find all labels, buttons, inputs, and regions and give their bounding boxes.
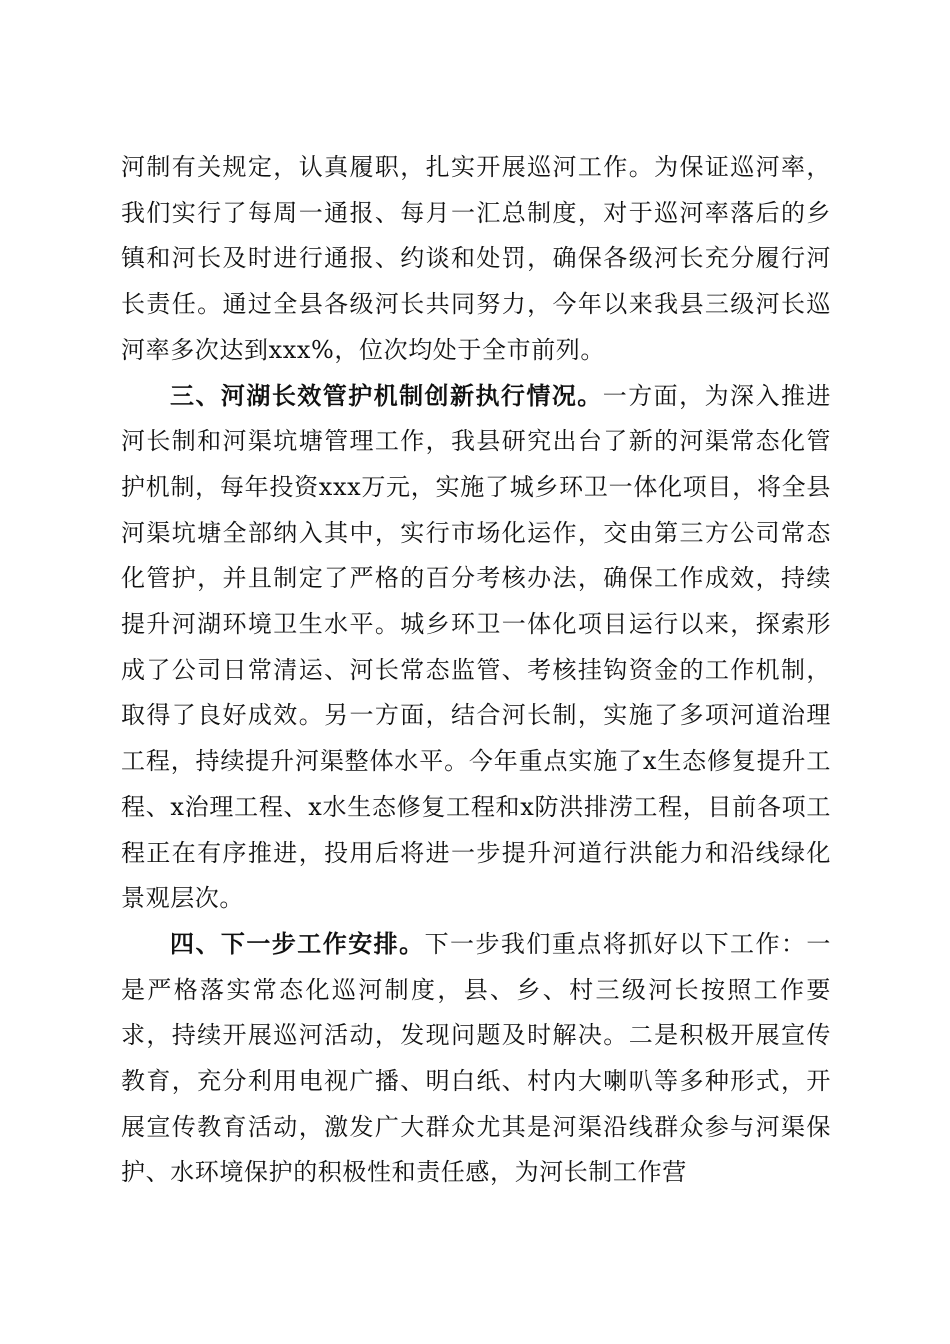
paragraph-continuation: [121, 145, 831, 374]
document-body: [121, 145, 831, 1196]
paragraph-section-three: [121, 374, 831, 922]
section-three-text: 一方面，为深入推进河长制和河渠坑塘管理工作，我县研究出台了新的河渠常态化管护机制，每年投资xxx万元，实施了城乡环卫一体化项目，将全县河渠坑塘全部纳入其中，实行市场化运作，交由第三方公司常态化管护，并且制定了严格的百分考核办法，确保工作成效，持续提升河湖环境卫生水平。城乡环卫一体化项目运行以来，探索形成了公司日常清运、河长常态监管、考核挂钩资金的工作机制，取得了良好成效。另一方面，结合河长制，实施了多项河道治理工程，持续提升河渠整体水平。今年重点实施了x生态修复提升工程、x治理工程、x水生态修复工程和x防洪排涝工程，目前各项工程正在有序推进，投用后将进一步提升河道行洪能力和沿线绿化景观层次。: [121, 381, 831, 913]
paragraph-1-text: 河制有关规定，认真履职，扎实开展巡河工作。为保证巡河率，我们实行了每周一通报、每月一汇总制度，对于巡河率落后的乡镇和河长及时进行通报、约谈和处罚，确保各级河长充分履行河长责任。通过全县各级河长共同努力，今年以来我县三级河长巡河率多次达到xxx%，位次均处于全市前列。: [121, 153, 831, 364]
paragraph-section-four: [121, 922, 831, 1196]
section-four-text: 下一步我们重点将抓好以下工作：一是严格落实常态化巡河制度，县、乡、村三级河长按照工作要求，持续开展巡河活动，发现问题及时解决。二是积极开展宣传教育，充分利用电视广播、明白纸、村内大喇叭等多种形式，开展宣传教育活动，激发广大群众尤其是河渠沿线群众参与河渠保护、水环境保护的积极性和责任感，为河长制工作营: [121, 929, 831, 1187]
section-three-heading: 三、河湖长效管护机制创新执行情况。: [170, 381, 603, 410]
section-four-heading: 四、下一步工作安排。: [170, 929, 425, 958]
